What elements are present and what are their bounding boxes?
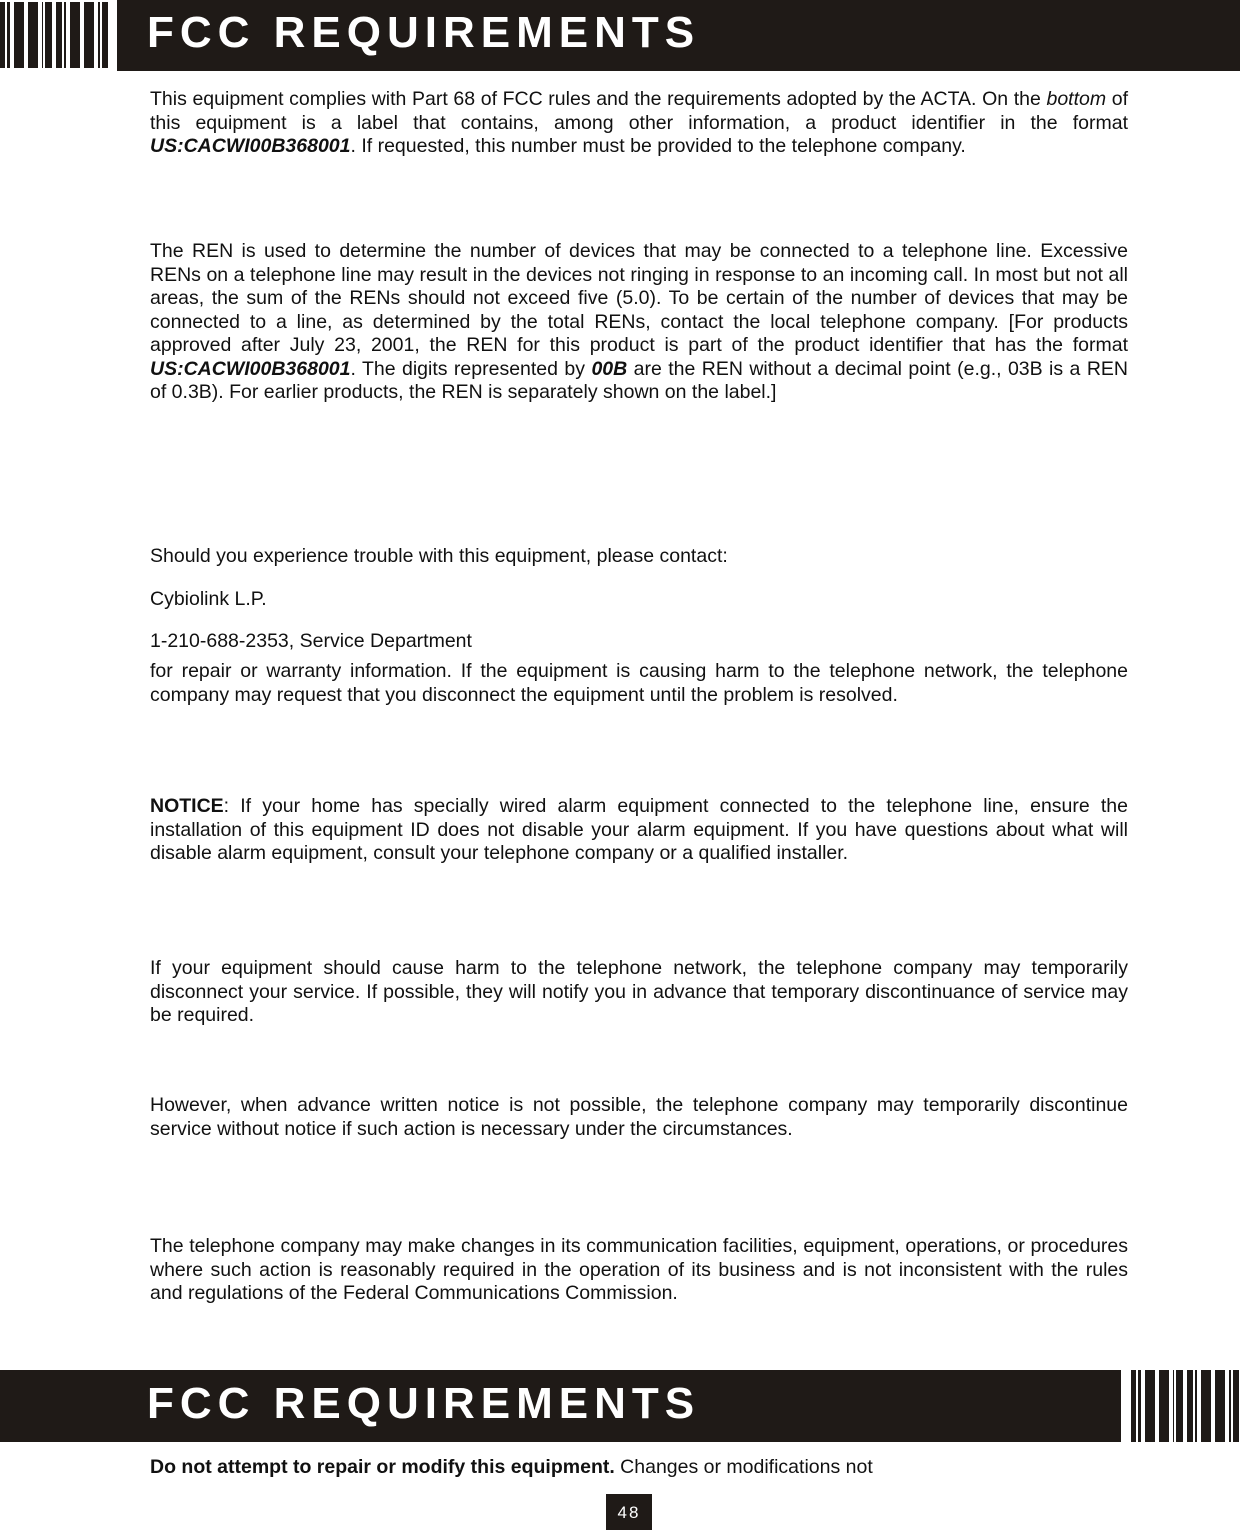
text-segment: Cybiolink L.P. — [150, 588, 267, 610]
text-segment: are the REN without a decimal point (e.g., 03B is a REN of 0.3B). For earlier products, the REN is separately shown on the label.] — [150, 357, 1128, 403]
para-ren — [150, 240, 1128, 405]
section-title: FCC REQUIREMENTS — [147, 1379, 701, 1428]
company-name — [150, 588, 1128, 612]
service-phone — [150, 630, 1128, 654]
text-segment: However, when advance written notice is not possible, the telephone company may temporarily discontinue service without notice if such action is necessary under the circumstances. — [150, 1094, 1128, 1140]
header-title: FCC REQUIREMENTS — [147, 8, 701, 57]
text-segment: Changes or modifications not — [614, 1456, 873, 1478]
decorative-pattern-bottom-right — [1131, 1370, 1240, 1442]
footer-section-bar — [0, 1370, 1121, 1442]
para-harm — [150, 957, 1128, 1028]
text-segment: of this equipment is a label that contains, among other information, a product identifier in the format — [150, 88, 1128, 134]
text-segment: US:CACWI00B368001 — [150, 135, 351, 157]
text-segment: Do not attempt to repair or modify this equipment. — [150, 1456, 615, 1478]
text-segment: US:CACWI00B368001 — [150, 357, 351, 380]
text-segment: The telephone company may make changes in its communication facilities, equipment, operations, or procedures where such action is reasonably required in the operation of its business and is not inconsistent with the rules and regulations of the Federal Communications Commission. — [150, 1235, 1128, 1304]
text-segment: 00B — [591, 357, 628, 380]
text-segment: NOTICE — [150, 795, 224, 817]
para-company-changes — [150, 1235, 1128, 1306]
para-advance-notice — [150, 1094, 1128, 1141]
para-repair-info — [150, 660, 1128, 707]
text-segment: bottom — [1046, 88, 1107, 110]
decorative-pattern-top-left — [0, 2, 108, 68]
para-fcc-compliance — [150, 88, 1128, 159]
para-trouble-contact — [150, 545, 1128, 569]
header-bar — [117, 0, 1240, 71]
text-segment: 1-210-688-2353, Service Department — [150, 630, 472, 652]
text-segment: for repair or warranty information. If the equipment is causing harm to the telephone network, the telephone company may request that you disconnect the equipment until the problem is resolved. — [150, 660, 1128, 706]
text-segment: . If requested, this number must be provided to the telephone company. — [350, 135, 966, 157]
text-segment: If your equipment should cause harm to the telephone network, the telephone company may temporarily disconnect your service. If possible, they will notify you in advance that temporary discontinuance of service may be required. — [150, 957, 1128, 1026]
text-segment: . The digits represented by — [350, 357, 592, 380]
para-notice — [150, 795, 1128, 866]
text-segment: Should you experience trouble with this equipment, please contact: — [150, 545, 728, 567]
page-number: 48 — [606, 1494, 652, 1530]
text-segment: : If your home has specially wired alarm equipment connected to the telephone line, ensure the installation of this equipment ID does not disable your alarm equipment. If you have questions about what will disable alarm equipment, consult your telephone company or a qualified installer. — [150, 795, 1128, 864]
text-segment: This equipment complies with Part 68 of FCC rules and the requirements adopted by the ACTA. On the — [150, 88, 1047, 110]
para-do-not-repair — [150, 1456, 1128, 1480]
text-segment: The REN is used to determine the number of devices that may be connected to a telephone line. Excessive RENs on a telephone line may result in the devices not ringing in response to an incoming call. In most but not all areas, the sum of the RENs should not exceed five (5.0). To be certain of the number of devices that may be connected to a line, as determined by the total RENs, contact the local telephone company. [For products approved after July 23, 2001, the REN for this product is part of the product identifier that has the format — [150, 240, 1128, 356]
